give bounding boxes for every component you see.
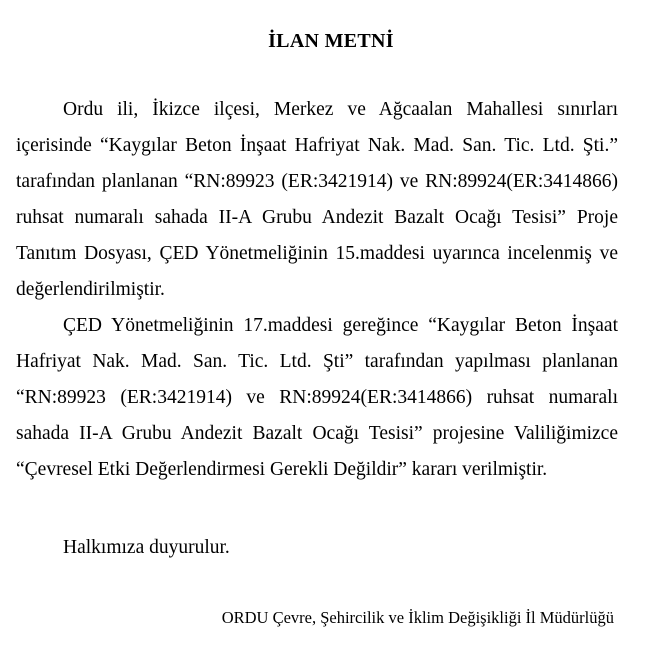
page-title: İLAN METNİ [268,30,394,52]
announcement-body [16,92,618,488]
closing-line: Halkımıza duyurulur. [63,537,230,558]
issuing-authority: ORDU Çevre, Şehircilik ve İklim Değişikliği İl Müdürlüğü [221,608,614,627]
paragraph-2: ÇED Yönetmeliğinin 17.maddesi gereğince “Kaygılar Beton İnşaat Hafriyat Nak. Mad. San. Tic. Ltd. Şti” tarafından yapılması planlanan “RN:89923 (ER:3421914) ve RN:89924(ER:3414866) ruhsat numaralı sahada II-A Grubu Andezit Bazalt Ocağı Tesisi” projesine Valiliğimizce “Çevresel Etki Değerlendirmesi Gerekli Değildir” kararı verilmiştir. [16,315,618,480]
paragraph-1: Ordu ili, İkizce ilçesi, Merkez ve Ağcaalan Mahallesi sınırları içerisinde “Kaygılar Beton İnşaat Hafriyat Nak. Mad. San. Tic. Ltd. Şti.” tarafından planlanan “RN:89923 (ER:3421914) ve RN:89924(ER:3414866) ruhsat numaralı sahada II-A Grubu Andezit Bazalt Ocağı Tesisi” Proje Tanıtım Dosyası, ÇED Yönetmeliğinin 15.maddesi uyarınca incelenmiş ve değerlendirilmiştir. [16,99,618,300]
